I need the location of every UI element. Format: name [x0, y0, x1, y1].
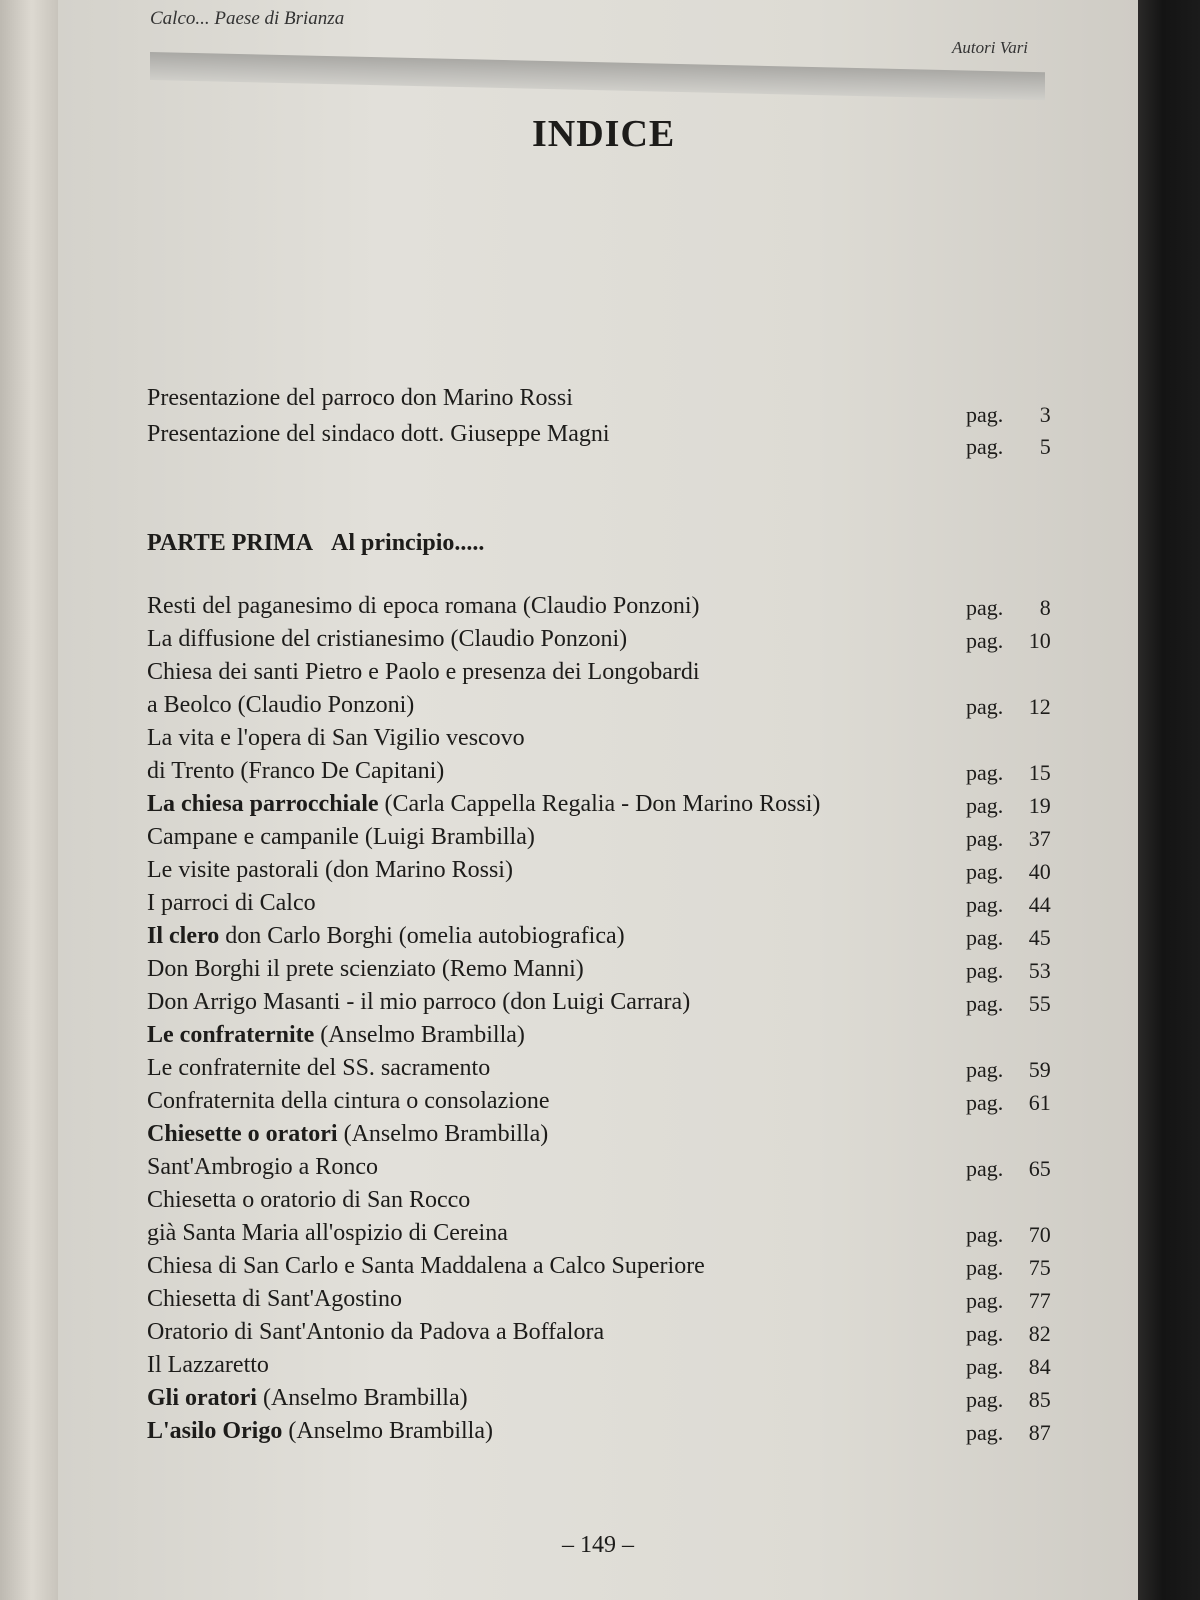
- running-header-author: Autori Vari: [952, 38, 1029, 57]
- toc-entry: di Trento (Franco De Capitani): [147, 758, 445, 784]
- toc-entry: Sant'Ambrogio a Ronco: [147, 1154, 378, 1180]
- toc-entry: La diffusione del cristianesimo (Claudio Ponzoni): [147, 626, 628, 652]
- toc-page: pag. 59: [966, 1057, 1051, 1082]
- toc-entry: Oratorio di Sant'Antonio da Padova a Boffalora: [147, 1319, 605, 1345]
- toc-page: pag. 8: [966, 595, 1051, 620]
- toc-page: pag. 19: [966, 793, 1051, 818]
- toc-entry: Chiesetta o oratorio di San Rocco: [147, 1187, 471, 1213]
- toc-entry: Gli oratori (Anselmo Brambilla): [147, 1385, 468, 1411]
- toc-entry: Chiesetta di Sant'Agostino: [147, 1286, 402, 1312]
- toc-entry: Le confraternite (Anselmo Brambilla): [147, 1022, 525, 1048]
- toc-page: pag. 53: [966, 958, 1051, 983]
- toc-entry: La chiesa parrocchiale (Carla Cappella Regalia - Don Marino Rossi): [147, 791, 821, 817]
- toc-entry: Chiesa di San Carlo e Santa Maddalena a Calco Superiore: [147, 1253, 705, 1279]
- toc-entry: a Beolco (Claudio Ponzoni): [147, 692, 415, 718]
- toc-entry: Don Borghi il prete scienziato (Remo Manni): [147, 956, 584, 982]
- toc-page: pag. 37: [966, 826, 1051, 851]
- page-title: INDICE: [532, 113, 676, 155]
- toc-page: pag. 3: [966, 402, 1051, 427]
- toc-page: pag. 82: [966, 1321, 1051, 1346]
- toc-entry: Il Lazzaretto: [147, 1352, 269, 1378]
- toc-entry: L'asilo Origo (Anselmo Brambilla): [147, 1418, 493, 1444]
- toc-page: pag. 45: [966, 925, 1051, 950]
- toc-page: pag. 84: [966, 1354, 1051, 1379]
- toc-page: pag. 61: [966, 1090, 1051, 1115]
- toc-entry: Don Arrigo Masanti - il mio parroco (don Luigi Carrara): [147, 989, 691, 1015]
- toc-page: pag. 70: [966, 1222, 1051, 1247]
- toc-page: pag. 5: [966, 434, 1051, 459]
- toc-entry: Campane e campanile (Luigi Brambilla): [147, 824, 535, 850]
- toc-entry: I parroci di Calco: [147, 890, 316, 916]
- toc-entry: Resti del paganesimo di epoca romana (Claudio Ponzoni): [147, 593, 700, 619]
- toc-entry: Le confraternite del SS. sacramento: [147, 1055, 491, 1081]
- toc-page: pag. 55: [966, 991, 1051, 1016]
- toc-entry: già Santa Maria all'ospizio di Cereina: [147, 1220, 508, 1246]
- toc-entry: Chiesette o oratori (Anselmo Brambilla): [147, 1121, 549, 1147]
- toc-entry: Le visite pastorali (don Marino Rossi): [147, 857, 513, 883]
- page-number: – 149 –: [562, 1532, 634, 1558]
- toc-page: pag. 85: [966, 1387, 1051, 1412]
- toc-entry: Chiesa dei santi Pietro e Paolo e presenza dei Longobardi: [147, 659, 700, 685]
- running-header-title: Calco... Paese di Brianza: [150, 8, 345, 29]
- toc-page: pag. 12: [966, 694, 1051, 719]
- toc-page: pag. 10: [966, 628, 1051, 653]
- toc-entry: Presentazione del sindaco dott. Giuseppe Magni: [147, 421, 610, 447]
- book-cover-edge: [1138, 0, 1200, 1600]
- toc-page: pag. 87: [966, 1420, 1051, 1445]
- toc-page: pag. 15: [966, 760, 1051, 785]
- book-gutter: [0, 0, 58, 1600]
- toc-entry: Presentazione del parroco don Marino Rossi: [147, 385, 573, 411]
- toc-entry: La vita e l'opera di San Vigilio vescovo: [147, 725, 525, 751]
- toc-page: pag. 77: [966, 1288, 1051, 1313]
- section-heading: PARTE PRIMA Al principio.....: [147, 530, 485, 556]
- toc-page: pag. 75: [966, 1255, 1051, 1280]
- toc-page: pag. 65: [966, 1156, 1051, 1181]
- toc-page: pag. 40: [966, 859, 1051, 884]
- toc-entry: Il clero don Carlo Borghi (omelia autobiografica): [147, 923, 625, 949]
- toc-page: pag. 44: [966, 892, 1051, 917]
- toc-entry: Confraternita della cintura o consolazione: [147, 1088, 550, 1114]
